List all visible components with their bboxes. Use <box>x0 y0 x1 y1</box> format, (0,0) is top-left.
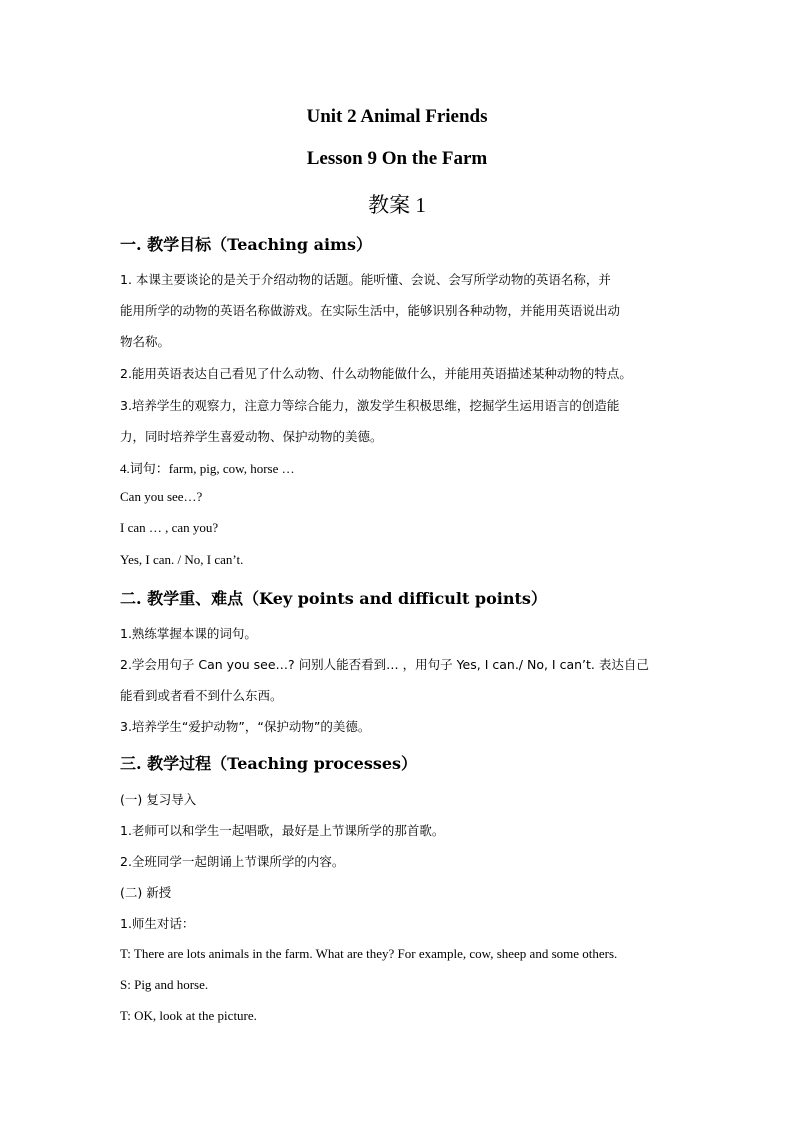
paragraph-line: (二) 新授 <box>120 885 172 900</box>
paragraph-line: 力，同时培养学生喜爱动物、保护动物的美德。 <box>120 429 383 444</box>
paragraph-line: T: OK, look at the picture. <box>120 1008 257 1023</box>
paragraph-line: 能用所学的动物的英语名称做游戏。在实际生活中，能够识别各种动物，并能用英语说出动 <box>120 303 621 318</box>
plan-title: 教案 1 <box>368 193 426 217</box>
paragraph-line: (一) 复习导入 <box>120 792 197 807</box>
paragraph-line: 3.培养学生“爱护动物”，“保护动物”的美德。 <box>120 719 371 734</box>
section-heading-key-points: 二. 教学重、难点（Key points and difficult points） <box>120 589 547 608</box>
paragraph-line: I can … , can you? <box>120 520 219 535</box>
paragraph-line: 能看到或者看不到什么东西。 <box>120 688 283 703</box>
paragraph-line: 1. 本课主要谈论的是关于介绍动物的话题。能听懂、会说、会写所学动物的英语名称，并 <box>120 272 611 287</box>
paragraph-line: S: Pig and horse. <box>120 977 209 992</box>
paragraph-line: 物名称。 <box>120 334 171 349</box>
unit-title: Unit 2 Animal Friends <box>306 106 488 127</box>
paragraph-line: 2.全班同学一起朗诵上节课所学的内容。 <box>120 854 345 869</box>
paragraph-line: Yes, I can. / No, I can’t. <box>120 552 244 567</box>
paragraph-line: 1.熟练掌握本课的词句。 <box>120 626 257 641</box>
section-heading-teaching-aims: 一. 教学目标（Teaching aims） <box>120 235 372 254</box>
paragraph-line: 4.词句：farm, pig, cow, horse … <box>120 461 295 476</box>
section-heading-teaching-processes: 三. 教学过程（Teaching processes） <box>120 754 418 773</box>
paragraph-line: 3.培养学生的观察力，注意力等综合能力，激发学生积极思维，挖掘学生运用语言的创造能 <box>120 398 620 413</box>
paragraph-line: 1.师生对话： <box>120 916 195 931</box>
paragraph-line: 1.老师可以和学生一起唱歌，最好是上节课所学的那首歌。 <box>120 823 445 838</box>
paragraph-line: 2.能用英语表达自己看见了什么动物、什么动物能做什么，并能用英语描述某种动物的特点。 <box>120 366 632 381</box>
lesson-title: Lesson 9 On the Farm <box>306 148 488 169</box>
paragraph-line: T: There are lots animals in the farm. What are they? For example, cow, sheep and some others. <box>120 946 618 961</box>
paragraph-line: 2.学会用句子 Can you see…? 问别人能否看到… ，用句子 Yes, I can./ No, I can’t. 表达自己 <box>120 657 649 672</box>
paragraph-line: Can you see…? <box>120 489 203 504</box>
